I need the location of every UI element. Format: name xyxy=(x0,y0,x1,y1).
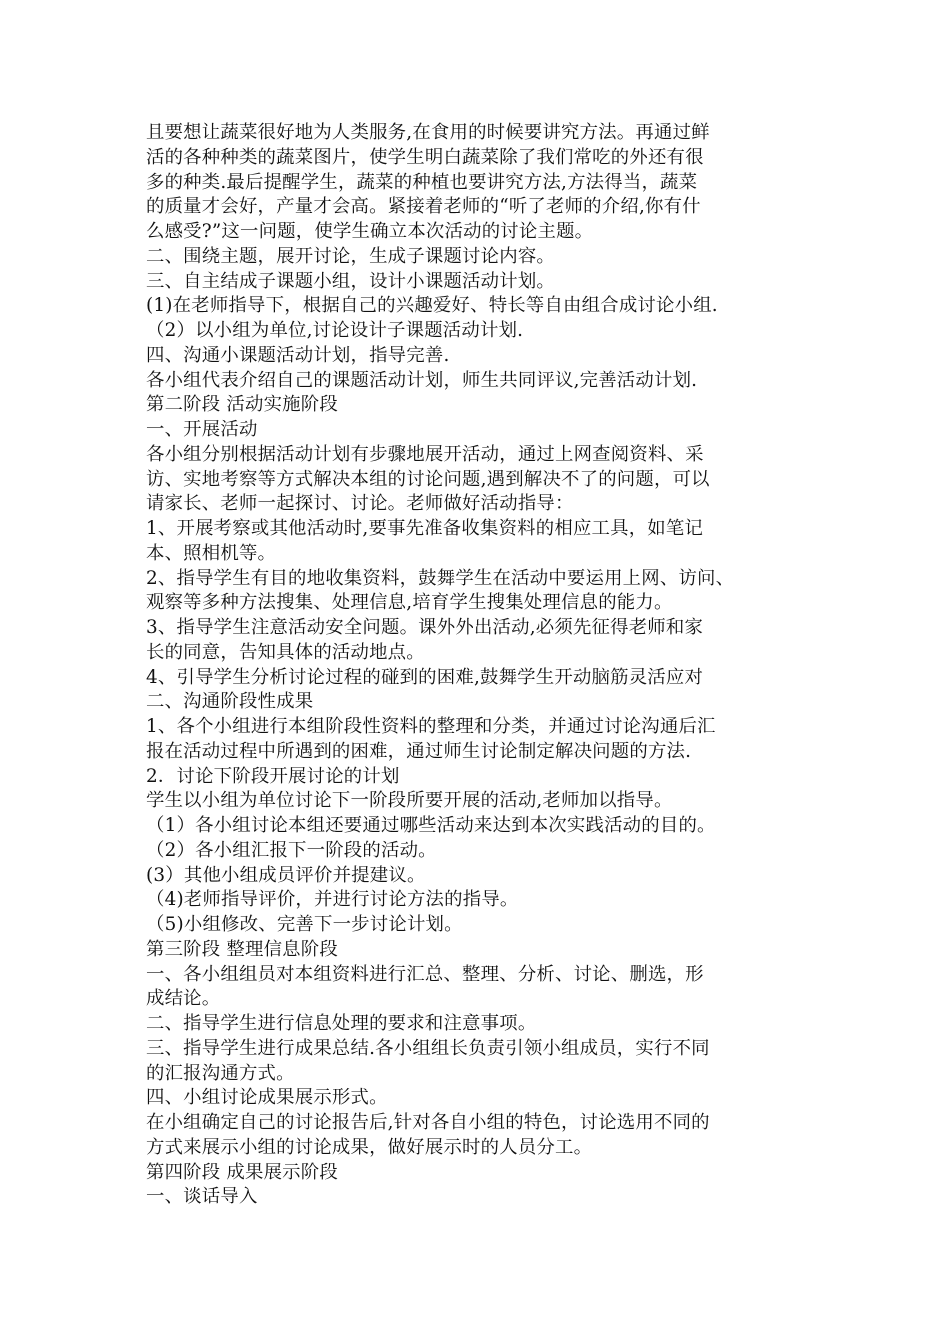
text-line: 四、沟通小课题活动计划，指导完善. xyxy=(146,344,450,366)
text-line: 二、沟通阶段性成果 xyxy=(146,691,314,713)
text-line: 活的各种种类的蔬菜图片，使学生明白蔬菜除了我们常吃的外还有很 xyxy=(146,146,704,168)
text-line: 的质量才会好，产量才会高。紧接着老师的“听了老师的介绍,你有什 xyxy=(146,196,701,218)
text-line: (3）其他小组成员评价并提建议。 xyxy=(146,864,426,886)
text-line: 3、指导学生注意活动安全问题。课外外出活动,必须先征得老师和家 xyxy=(146,617,704,638)
text-line: 学生以小组为单位讨论下一阶段所要开展的活动,老师加以指导。 xyxy=(146,790,673,812)
text-line: 成结论。 xyxy=(146,988,221,1010)
text-line: 在小组确定自己的讨论报告后,针对各自小组的特色，讨论选用不同的 xyxy=(146,1112,710,1133)
text-line: 一、谈话导入 xyxy=(146,1186,258,1208)
text-line: （5)小组修改、完善下一步讨论计划。 xyxy=(146,914,463,935)
text-line: 1、各个小组进行本组阶段性资料的整理和分类，并通过讨论沟通后汇 xyxy=(146,716,716,737)
text-line: （1）各小组讨论本组还要通过哪些活动来达到本次实践活动的目的。 xyxy=(146,815,716,836)
text-line: 1、开展考察或其他活动时,要事先准备收集资料的相应工具，如笔记 xyxy=(146,518,704,539)
text-line: （4)老师指导评价，并进行讨论方法的指导。 xyxy=(146,889,519,911)
text-line: 第四阶段 成果展示阶段 xyxy=(146,1161,338,1183)
text-line: 一、开展活动 xyxy=(146,419,258,440)
text-line: 各小组分别根据活动计划有步骤地展开活动，通过上网查阅资料、采 xyxy=(146,443,704,465)
text-line: 各小组代表介绍自己的课题活动计划，师生共同评议,完善活动计划. xyxy=(146,369,698,391)
text-line: (1)在老师指导下，根据自己的兴趣爱好、特长等自由组合成讨论小组. xyxy=(146,295,718,317)
text-line: 访、实地考察等方式解决本组的讨论问题,遇到解决不了的问题，可以 xyxy=(146,468,710,490)
text-line: 且要想让蔬菜很好地为人类服务,在食用的时候要讲究方法。再通过鲜 xyxy=(146,122,710,143)
text-line: 本、照相机等。 xyxy=(146,542,277,564)
text-line: 么感受?”这一问题，使学生确立本次活动的讨论主题。 xyxy=(146,221,594,242)
text-line: 第二阶段 活动实施阶段 xyxy=(146,394,338,416)
text-line: 三、自主结成子课题小组，设计小课题活动计划。 xyxy=(146,270,555,292)
text-line: 方式来展示小组的讨论成果，做好展示时的人员分工。 xyxy=(146,1136,593,1158)
text-line: 三、指导学生进行成果总结.各小组组长负责引领小组成员，实行不同 xyxy=(146,1037,710,1059)
text-line: 的汇报沟通方式。 xyxy=(146,1062,295,1084)
text-line: 报在活动过程中所遇到的困难，通过师生讨论制定解决问题的方法. xyxy=(146,740,692,762)
text-line: 二、围绕主题，展开讨论，生成子课题讨论内容。 xyxy=(146,245,555,267)
text-line: 观察等多种方法搜集、处理信息,培育学生搜集处理信息的能力。 xyxy=(146,592,673,614)
text-line: 四、小组讨论成果展示形式。 xyxy=(146,1087,388,1109)
text-line: 2、指导学生有目的地收集资料，鼓舞学生在活动中要运用上网、访问、 xyxy=(146,567,735,589)
text-line: 第三阶段 整理信息阶段 xyxy=(146,938,338,960)
text-line: 2．讨论下阶段开展讨论的计划 xyxy=(146,765,400,787)
text-line: 长的同意，告知具体的活动地点。 xyxy=(146,641,425,663)
document-body xyxy=(146,121,826,1210)
text-line: 一、各小组组员对本组资料进行汇总、整理、分析、讨论、删选，形 xyxy=(146,963,704,985)
text-line: 二、指导学生进行信息处理的要求和注意事项。 xyxy=(146,1013,537,1034)
text-line: 4、引导学生分析讨论过程的碰到的困难,鼓舞学生开动脑筋灵活应对 xyxy=(146,666,704,688)
text-line: （2）以小组为单位,讨论设计子课题活动计划. xyxy=(146,320,524,341)
text-line: （2）各小组汇报下一阶段的活动。 xyxy=(146,839,437,861)
text-line: 多的种类.最后提醒学生，蔬菜的种植也要讲究方法,方法得当，蔬菜 xyxy=(146,171,698,193)
text-line: 请家长、老师一起探讨、讨论。老师做好活动指导： xyxy=(146,493,574,515)
